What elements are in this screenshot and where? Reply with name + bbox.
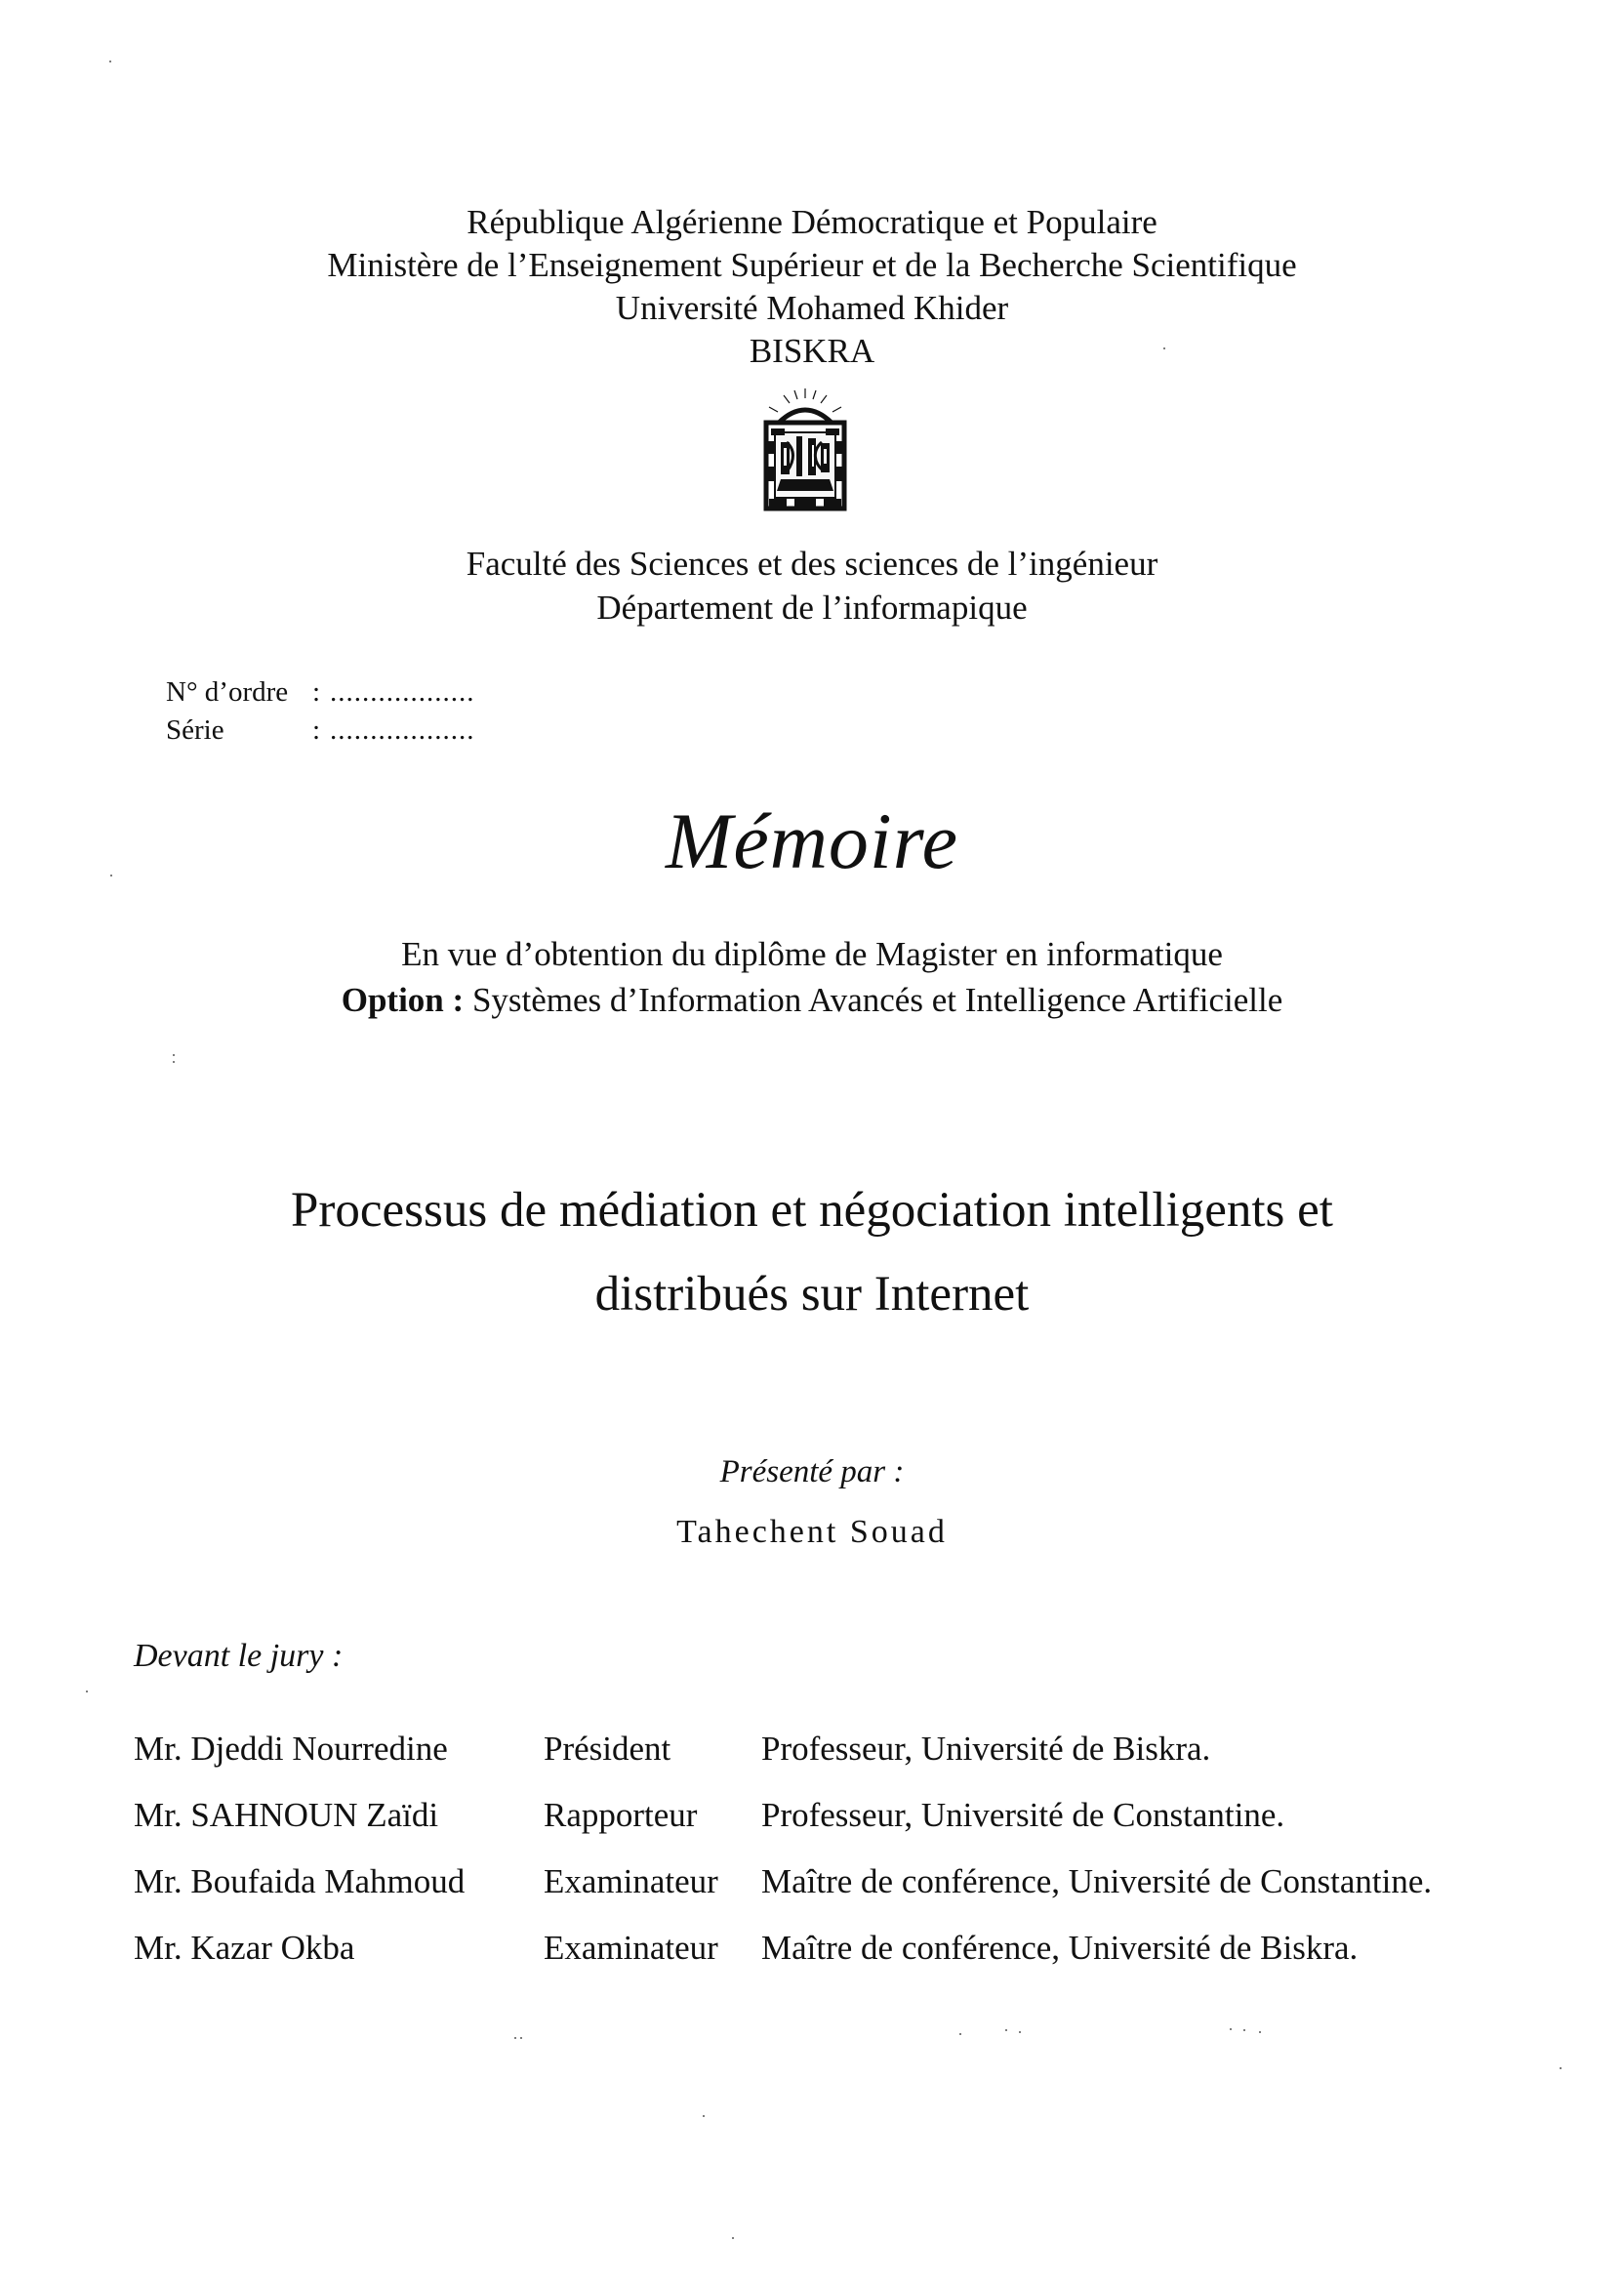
- scan-speck: [1259, 2031, 1261, 2033]
- degree-objective: En vue d’obtention du diplôme de Magister en informatique: [401, 935, 1223, 973]
- jury-member-row: [134, 1927, 1520, 1993]
- scan-speck: [1005, 2029, 1007, 2031]
- order-number-dotted-blank: ..................: [330, 676, 475, 708]
- thesis-title-line-1: Processus de médiation et négociation intelligents et: [291, 1183, 1333, 1238]
- jury-member-affiliation: Maître de conférence, Université de Constantine.: [761, 1862, 1433, 1900]
- jury-member-role: Examinateur: [544, 1929, 718, 1967]
- jury-member-affiliation: Professeur, Université de Constantine.: [761, 1796, 1285, 1834]
- scan-speck: [86, 1691, 88, 1692]
- jury-member-row: [134, 1860, 1520, 1927]
- scan-speck: [732, 2237, 734, 2239]
- scan-speck: [110, 875, 112, 876]
- scan-speck: [173, 1061, 175, 1063]
- scan-speck: [520, 2037, 522, 2039]
- series-separator: :: [312, 714, 321, 746]
- order-number-row: [166, 673, 475, 712]
- city-heading: BISKRA: [749, 332, 875, 370]
- university-heading: Université Mohamed Khider: [615, 289, 1009, 327]
- scan-speck: [1243, 2029, 1245, 2031]
- scan-speck: [1019, 2031, 1021, 2033]
- jury-member-name: Mr. SAHNOUN Zaïdi: [134, 1796, 439, 1834]
- thesis-title-line-2: distribués sur Internet: [594, 1267, 1030, 1322]
- jury-member-name: Mr. Boufaida Mahmoud: [134, 1862, 466, 1900]
- option-value: Systèmes d’Information Avancés et Intelligence Artificielle: [464, 981, 1283, 1019]
- degree-option: [0, 978, 1624, 1023]
- jury-table: [134, 1728, 1520, 1993]
- order-info: [166, 673, 475, 750]
- scan-speck: [703, 2115, 705, 2117]
- author-name: Tahechent Souad: [676, 1514, 948, 1550]
- jury-member-affiliation: Maître de conférence, Université de Biskra.: [761, 1929, 1359, 1967]
- scan-speck: [109, 61, 111, 62]
- series-row: [166, 712, 475, 750]
- ministry-heading: Ministère de l’Enseignement Supérieur et de la Becherche Scientifique: [327, 246, 1297, 284]
- jury-member-role: Président: [544, 1730, 671, 1768]
- jury-member-row: [134, 1794, 1520, 1860]
- republic-heading: République Algérienne Démocratique et Populaire: [467, 203, 1157, 241]
- jury-member-row: [134, 1728, 1520, 1794]
- jury-member-name: Mr. Djeddi Nourredine: [134, 1730, 448, 1768]
- university-seal-icon: [751, 381, 859, 525]
- series-dotted-blank: ..................: [330, 714, 475, 746]
- option-label: Option :: [341, 981, 465, 1019]
- scan-speck: [1560, 2067, 1562, 2069]
- order-number-label: N° d’ordre: [166, 676, 289, 708]
- presented-by-label: Présenté par :: [719, 1454, 905, 1489]
- scan-speck: [959, 2033, 961, 2035]
- scan-speck: [514, 2037, 516, 2039]
- document-type-title: Mémoire: [666, 796, 958, 885]
- faculty-heading: Faculté des Sciences et des sciences de l’ingénieur: [466, 545, 1158, 583]
- jury-member-role: Examinateur: [544, 1862, 718, 1900]
- department-heading: Département de l’informapique: [596, 589, 1028, 627]
- series-label: Série: [166, 714, 224, 746]
- scan-speck: [173, 1054, 175, 1056]
- jury-label: Devant le jury :: [134, 1638, 344, 1674]
- jury-member-name: Mr. Kazar Okba: [134, 1929, 355, 1967]
- scan-speck: [1163, 347, 1165, 349]
- order-number-separator: :: [312, 676, 321, 708]
- scan-speck: [1230, 2028, 1232, 2030]
- jury-member-affiliation: Professeur, Université de Biskra.: [761, 1730, 1211, 1768]
- jury-member-role: Rapporteur: [544, 1796, 698, 1834]
